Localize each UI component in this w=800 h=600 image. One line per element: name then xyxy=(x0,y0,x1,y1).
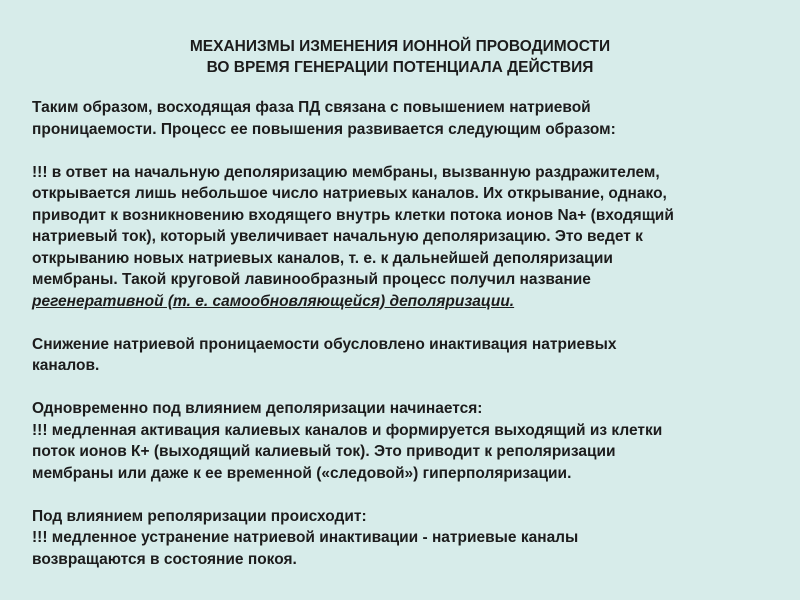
text-line: мембраны. Такой круговой лавинообразный процесс получил название xyxy=(32,271,591,288)
text-line: !!! в ответ на начальную деполяризацию мембраны, вызванную раздражителем, xyxy=(32,163,660,181)
text-line: !!! медленное устранение натриевой инактивации - натриевые каналы xyxy=(32,529,579,546)
text-line: проницаемости. Процесс ее повышения развивается следующим образом: xyxy=(32,120,616,138)
text-line: Снижение натриевой проницаемости обусловлено инактивация натриевых xyxy=(32,335,617,353)
slide-title xyxy=(0,36,800,78)
text-line: Таким образом, восходящая фаза ПД связана с повышением натриевой xyxy=(32,99,591,116)
text-line: !!! медленная активация калиевых каналов и формируется выходящий из клетки xyxy=(32,421,663,439)
text-line: Под влиянием реполяризации происходит: xyxy=(32,507,367,525)
paragraph-4 xyxy=(32,398,772,484)
slide-body xyxy=(32,97,772,592)
text-line: приводит к возникновению входящего внутрь клетки потока ионов Na+ (входящий xyxy=(32,206,674,224)
text-line: открывается лишь небольшое число натриевых каналов. Их открывание, однако, xyxy=(32,185,667,202)
emphasized-line: регенеративной (т. е. самообновляющейся) деполяризации. xyxy=(32,292,515,310)
paragraph-2 xyxy=(32,162,772,313)
text-line: поток ионов К+ (выходящий калиевый ток). Это приводит к реполяризации xyxy=(32,443,616,460)
text-line: натриевый ток), который увеличивает начальную деполяризацию. Это ведет к xyxy=(32,228,643,245)
paragraph-1 xyxy=(32,97,772,140)
text-line: Одновременно под влиянием деполяризации начинается: xyxy=(32,400,483,417)
paragraph-5 xyxy=(32,506,772,571)
title-line-2: ВО ВРЕМЯ ГЕНЕРАЦИИ ПОТЕНЦИАЛА ДЕЙСТВИЯ xyxy=(206,59,594,76)
paragraph-3 xyxy=(32,334,772,377)
text-line: открыванию новых натриевых каналов, т. е. к дальнейшей деполяризации xyxy=(32,249,613,267)
text-line: каналов. xyxy=(32,357,100,374)
text-line: мембраны или даже к ее временной («следовой») гиперполяризации. xyxy=(32,464,572,482)
title-line-1: МЕХАНИЗМЫ ИЗМЕНЕНИЯ ИОННОЙ ПРОВОДИМОСТИ xyxy=(189,38,611,55)
text-line: возвращаются в состояние покоя. xyxy=(32,550,297,568)
